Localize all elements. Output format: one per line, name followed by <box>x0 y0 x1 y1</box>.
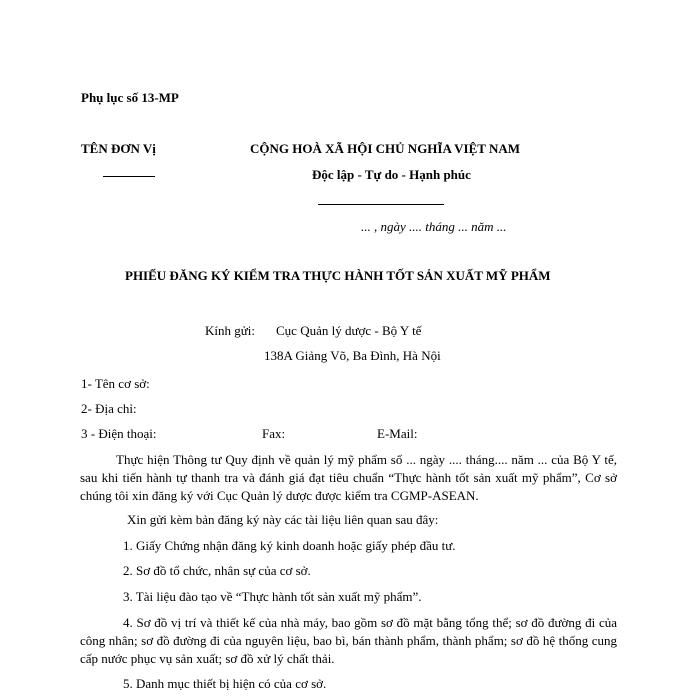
unit-name: TÊN ĐƠN Vị <box>81 141 156 156</box>
attachment-item-1: 1. Giấy Chứng nhận đăng ký kinh doanh hoặc giấy phép đầu tư. <box>123 538 456 553</box>
intro-paragraph: Thực hiện Thông tư Quy định về quản lý mỹ phẩm số ... ngày .... tháng.... năm ... của Bộ Y tế, sau khi tiến hành tự thanh tra và đánh giá đạt tiêu chuẩn “Thực hành tốt sản xuất mỹ phẩm”, Cơ sở chúng tôi xin đăng ký với Cục Quản lý dược được kiểm tra CGMP-ASEAN. <box>80 452 617 503</box>
form-title: PHIẾU ĐĂNG KÝ KIỂM TRA THỰC HÀNH TỐT SẢN XUẤT MỸ PHẨM <box>125 268 551 283</box>
unit-underline <box>103 176 155 177</box>
date-line: ... , ngày .... tháng ... năm ... <box>361 219 507 234</box>
appendix-label: Phụ lục số 13-MP <box>81 90 179 105</box>
attachment-item-2: 2. Sơ đồ tổ chức, nhân sự của cơ sở. <box>123 563 311 578</box>
nation-heading: CỘNG HOÀ XÃ HỘI CHỦ NGHĨA VIỆT NAM <box>250 141 521 156</box>
motto: Độc lập - Tự do - Hạnh phúc <box>312 167 471 182</box>
recipient-name: Cục Quản lý dược - Bộ Y tế <box>276 323 422 338</box>
field-facility-name: 1- Tên cơ sở: <box>81 376 150 391</box>
field-email: E-Mail: <box>377 426 418 441</box>
field-phone: 3 - Điện thoại: <box>81 426 157 441</box>
attachment-item-5: 5. Danh mục thiết bị hiện có của cơ sở. <box>123 676 327 691</box>
field-address: 2- Địa chỉ: <box>81 401 137 416</box>
recipient-address: 138A Giảng Võ, Ba Đình, Hà Nội <box>264 348 441 363</box>
motto-underline <box>318 204 444 205</box>
field-fax: Fax: <box>262 426 286 441</box>
attachment-item-3: 3. Tài liệu đào tạo về “Thực hành tốt sản xuất mỹ phẩm”. <box>123 589 422 604</box>
attachment-item-4: 4. Sơ đồ vị trí và thiết kế của nhà máy, bao gồm sơ đồ mặt bằng tổng thể; sơ đồ đường đi của công nhân; sơ đồ đường đi của nguyên liệu, bao bì, bán thành phẩm, thành phẩm; sơ đồ hệ thống cung cấp nước phục vụ sản xuất; sơ đồ xử lý chất thải. <box>80 615 617 666</box>
recipient-label: Kính gửi: <box>205 323 256 338</box>
attachments-intro: Xin gửi kèm bản đăng ký này các tài liệu liên quan sau đây: <box>127 512 439 527</box>
